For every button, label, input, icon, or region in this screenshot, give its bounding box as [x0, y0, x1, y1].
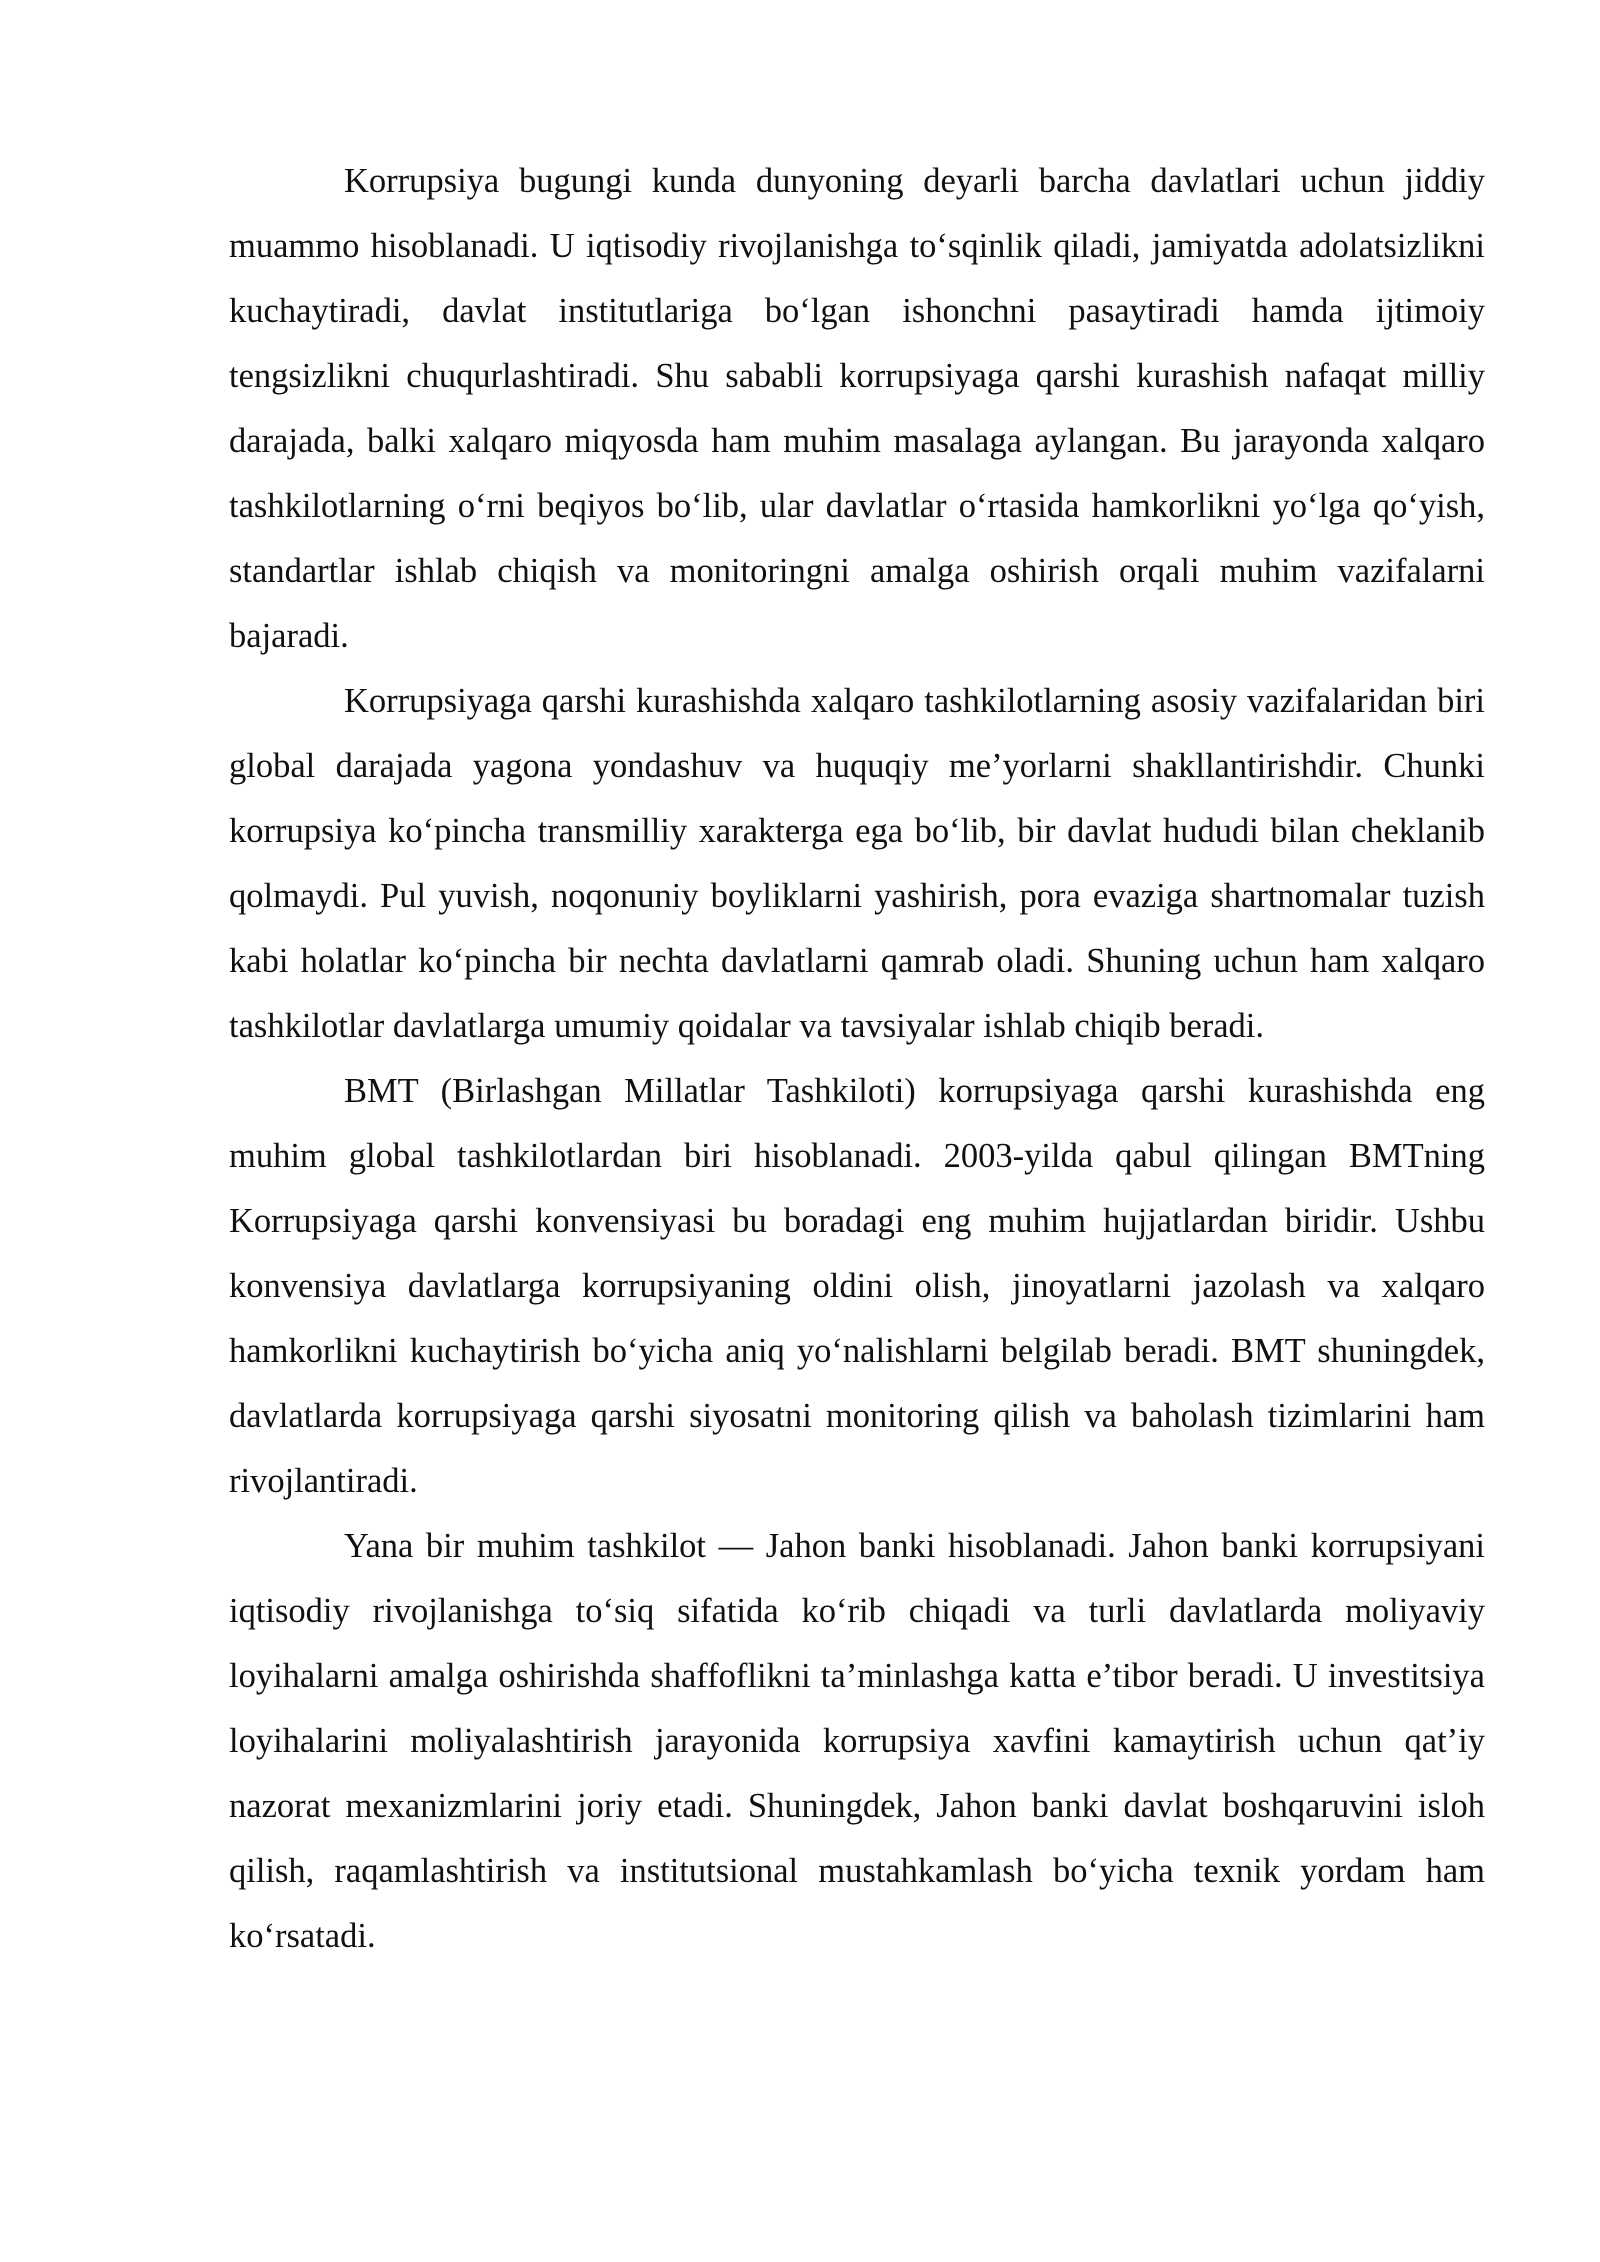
- paragraph-1: Korrupsiya bugungi kunda dunyoning deyarli barcha davlatlari uchun jiddiy muammo hisoblanadi. U iqtisodiy rivojlanishga to‘sqinlik qiladi, jamiyatda adolatsizlikni kuchaytiradi, davlat institutlariga bo‘lgan ishonchni pasaytiradi hamda ijtimoiy tengsizlikni chuqurlashtiradi. Shu sababli korrupsiyaga qarshi kurashish nafaqat milliy darajada, balki xalqaro miqyosda ham muhim masalaga aylangan. Bu jarayonda xalqaro tashkilotlarning o‘rni beqiyos bo‘lib, ular davlatlar o‘rtasida hamkorlikni yo‘lga qo‘yish, standartlar ishlab chiqish va monitoringni amalga oshirish orqali muhim vazifalarni bajaradi.: [229, 162, 1485, 655]
- document-body: [229, 149, 1485, 1969]
- paragraph-3: BMT (Birlashgan Millatlar Tashkiloti) korrupsiyaga qarshi kurashishda eng muhim global tashkilotlardan biri hisoblanadi. 2003-yilda qabul qilingan BMTning Korrupsiyaga qarshi konvensiyasi bu boradagi eng muhim hujjatlardan biridir. Ushbu konvensiya davlatlarga korrupsiyaning oldini olish, jinoyatlarni jazolash va xalqaro hamkorlikni kuchaytirish bo‘yicha aniq yo‘nalishlarni belgilab beradi. BMT shuningdek, davlatlarda korrupsiyaga qarshi siyosatni monitoring qilish va baholash tizimlarini ham rivojlantiradi.: [229, 1072, 1485, 1500]
- paragraph-2: Korrupsiyaga qarshi kurashishda xalqaro tashkilotlarning asosiy vazifalaridan biri global darajada yagona yondashuv va huquqiy me’yorlarni shakllantirishdir. Chunki korrupsiya ko‘pincha transmilliy xarakterga ega bo‘lib, bir davlat hududi bilan cheklanib qolmaydi. Pul yuvish, noqonuniy boyliklarni yashirish, pora evaziga shartnomalar tuzish kabi holatlar ko‘pincha bir nechta davlatlarni qamrab oladi. Shuning uchun ham xalqaro tashkilotlar davlatlarga umumiy qoidalar va tavsiyalar ishlab chiqib beradi.: [229, 682, 1485, 1045]
- paragraph-4: Yana bir muhim tashkilot — Jahon banki hisoblanadi. Jahon banki korrupsiyani iqtisodiy rivojlanishga to‘siq sifatida ko‘rib chiqadi va turli davlatlarda moliyaviy loyihalarni amalga oshirishda shaffoflikni ta’minlashga katta e’tibor beradi. U investitsiya loyihalarini moliyalashtirish jarayonida korrupsiya xavfini kamaytirish uchun qat’iy nazorat mexanizmlarini joriy etadi. Shuningdek, Jahon banki davlat boshqaruvini isloh qilish, raqamlashtirish va institutsional mustahkamlash bo‘yicha texnik yordam ham ko‘rsatadi.: [229, 1527, 1485, 1955]
